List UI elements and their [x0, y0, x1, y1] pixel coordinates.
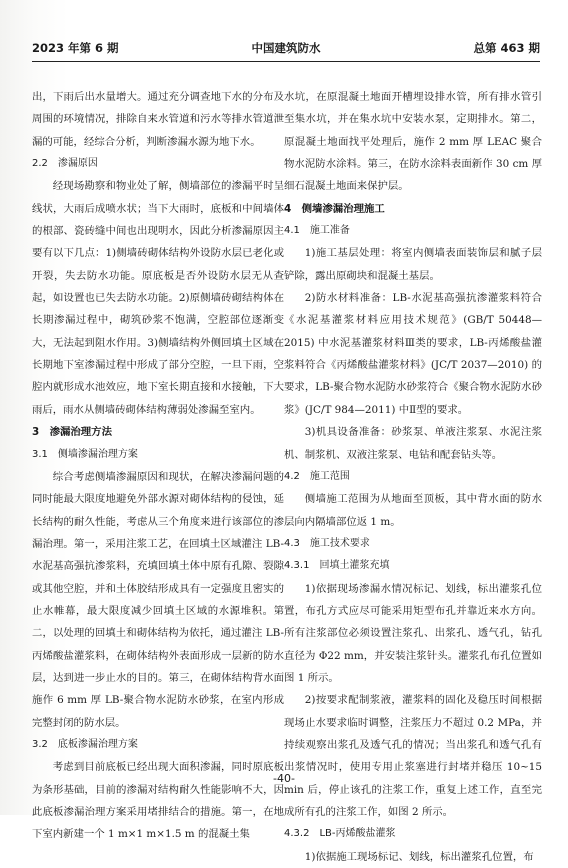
body-paragraph: 2)防水材料准备：LB-水泥基高强抗渗灌浆料符合《水泥基灌浆材料应用技术规范》(GB/T 50448—2015) 中水泥基灌浆材料Ⅲ类的要求，LB-丙烯酸盐灌浆料符合《丙烯酸盐灌浆材料》(JC/T 2037—2010) 的要求，LB-聚合物水泥防水砂浆符合《聚合物水泥防水砂浆》(JC/T 984—2011) 中Ⅱ型的要求。	[284, 292, 542, 416]
page-number: -40-	[273, 772, 295, 785]
body-paragraph: 出，下雨后出水量增大。通过充分调查地下水的分布及周围的环境情况，排除自来水管道和污水等排水管道泄漏的可能，经综合分析，判断渗漏水源为地下水。	[32, 91, 284, 148]
body-paragraph: 水坑，在原混凝土地面开槽埋设排水管，所有排水管引至集水坑，并在集水坑中安装水泵，定期排水。第二，原混凝土地面找平处理后，施作 2 mm 厚 LEAC 聚合物水泥防水涂料。第三，在防水涂料表面新作 30 cm 厚细石混凝土地面来保护层。	[284, 91, 542, 193]
body-paragraph: 1)依据现场渗漏水情况标记、划线，标出灌浆孔位置，布孔方式应尽可能采用矩型布孔并靠近来水方向。所有注浆部位必须设置注浆孔、出浆孔、透气孔，钻孔直径为 Φ22 mm，并安装注浆针头。灌浆孔布孔位置如图 1 所示。	[284, 582, 542, 684]
subsection-heading: 4.3.1 回填土灌浆充填	[284, 560, 390, 572]
subsection-heading: 4.2 施工范围	[284, 470, 350, 482]
total-issue-label: 总第 463 期	[473, 41, 540, 55]
subsection-heading: 4.3.2 LB-丙烯酸盐灌浆	[284, 828, 396, 840]
subsection-heading: 4.3 施工技术要求	[284, 537, 370, 549]
body-paragraph: 考虑到目前底板已经出现大面积渗漏，同时原底板为条形基础，目前的渗漏对结构耐久性能影响不大，因此底板渗漏治理方案采用堵排结合的措施。第一，在地下室内新建一个 1 m×1 m×1.5 m 的混凝土集	[32, 761, 284, 841]
subsection-heading: 4.1 施工准备	[284, 225, 350, 237]
body-paragraph: 侧墙施工范围为从地面至顶板，其中背水面的防水层向内隔墙部位返 1 m。	[284, 493, 542, 528]
body-paragraph: 2)按要求配制浆液，灌浆料的固化及稳压时间根据现场止水要求临时调整，注浆压力不超过 0.2 MPa，并持续观察出浆孔及透气孔的情况；当出浆孔和透气孔有出浆情况时，使用专用止浆塞进行封堵并稳压 10~15 min 后，停止该孔的注浆工作，重复上述工作，直至完成所有孔的注浆工作，如图 2 所示。	[284, 694, 542, 818]
subsection-heading: 3.1 侧墙渗漏治理方案	[32, 448, 138, 460]
right-column	[284, 86, 542, 868]
subsection-heading: 3.2 底板渗漏治理方案	[32, 738, 138, 750]
body-paragraph: 1)施工基层处理：将室内侧墙表面装饰层和腻子层铲除，露出原砌块和混凝土基层。	[284, 247, 542, 282]
body-paragraph: 3)机具设备准备：砂浆泵、单液注浆泵、水泥注浆机、制浆机、双液注浆泵、电钻和配套钻头等。	[284, 426, 542, 461]
left-column	[32, 86, 284, 846]
body-paragraph: 1)依据施工现场标记、划线，标出灌浆孔位置，布	[304, 850, 534, 863]
header-rule	[32, 61, 540, 62]
body-paragraph: 经现场勘察和物业处了解，侧墙部位的渗漏平时呈线状，大雨后成喷水状；当下大雨时，底板和中间墙体的根部、瓷砖缝中间也出现明水，因此分析渗漏原因主要有以下几点：1)侧墙砖砌体结构外设防水层已老化或开裂，失去防水功能。原底板是否外设防水层无从查起，如设置也已失去防水功能。2)原侧墙砖砌结构体在长期渗漏过程中，砌筑砂浆不饱满，空腔部位逐渐变大，无法起到阻水作用。3)侧墙结构外侧回填土区域在长期地下室渗漏过程中形成了部分空腔，一旦下雨，空腔内就形成水池效应，地下室长期直接和水接触，下大雨后，雨水从侧墙砖砌体结构薄弱处渗漏至室内。	[32, 180, 284, 416]
page-header	[32, 36, 540, 58]
journal-title: 中国建筑防水	[251, 41, 321, 55]
subsection-heading: 2.2 渗漏原因	[32, 158, 98, 170]
section-heading: 3 渗漏治理方法	[32, 426, 112, 439]
issue-label: 2023 年第 6 期	[32, 41, 119, 55]
body-paragraph: 综合考虑侧墙渗漏原因和现状，在解决渗漏问题的同时能最大限度地避免外部水源对砌体结构的侵蚀，延长结构的耐久性能，考虑从三个角度来进行该部位的渗漏治理。第一，采用注浆工艺，在回填土区域灌注 LB-水泥基高强抗渗浆料，充填回填土体中原有孔隙、裂隙或其他空腔，并和土体胶结形成具有一定强度且密实的止水帷幕，最大限度减少回填土区域的水源堆积。第二，以处理的回填土和砌体结构为依托，通过灌注 LB-丙烯酸盐灌浆料，在砌体结构外表面形成一层新的防水层，达到进一步止水的目的。第三，在砌体结构背水面施作 6 mm 厚 LB-聚合物水泥防水砂浆，在室内形成完整封闭的防水层。	[32, 470, 284, 729]
section-heading: 4 侧墙渗漏治理施工	[284, 202, 385, 215]
